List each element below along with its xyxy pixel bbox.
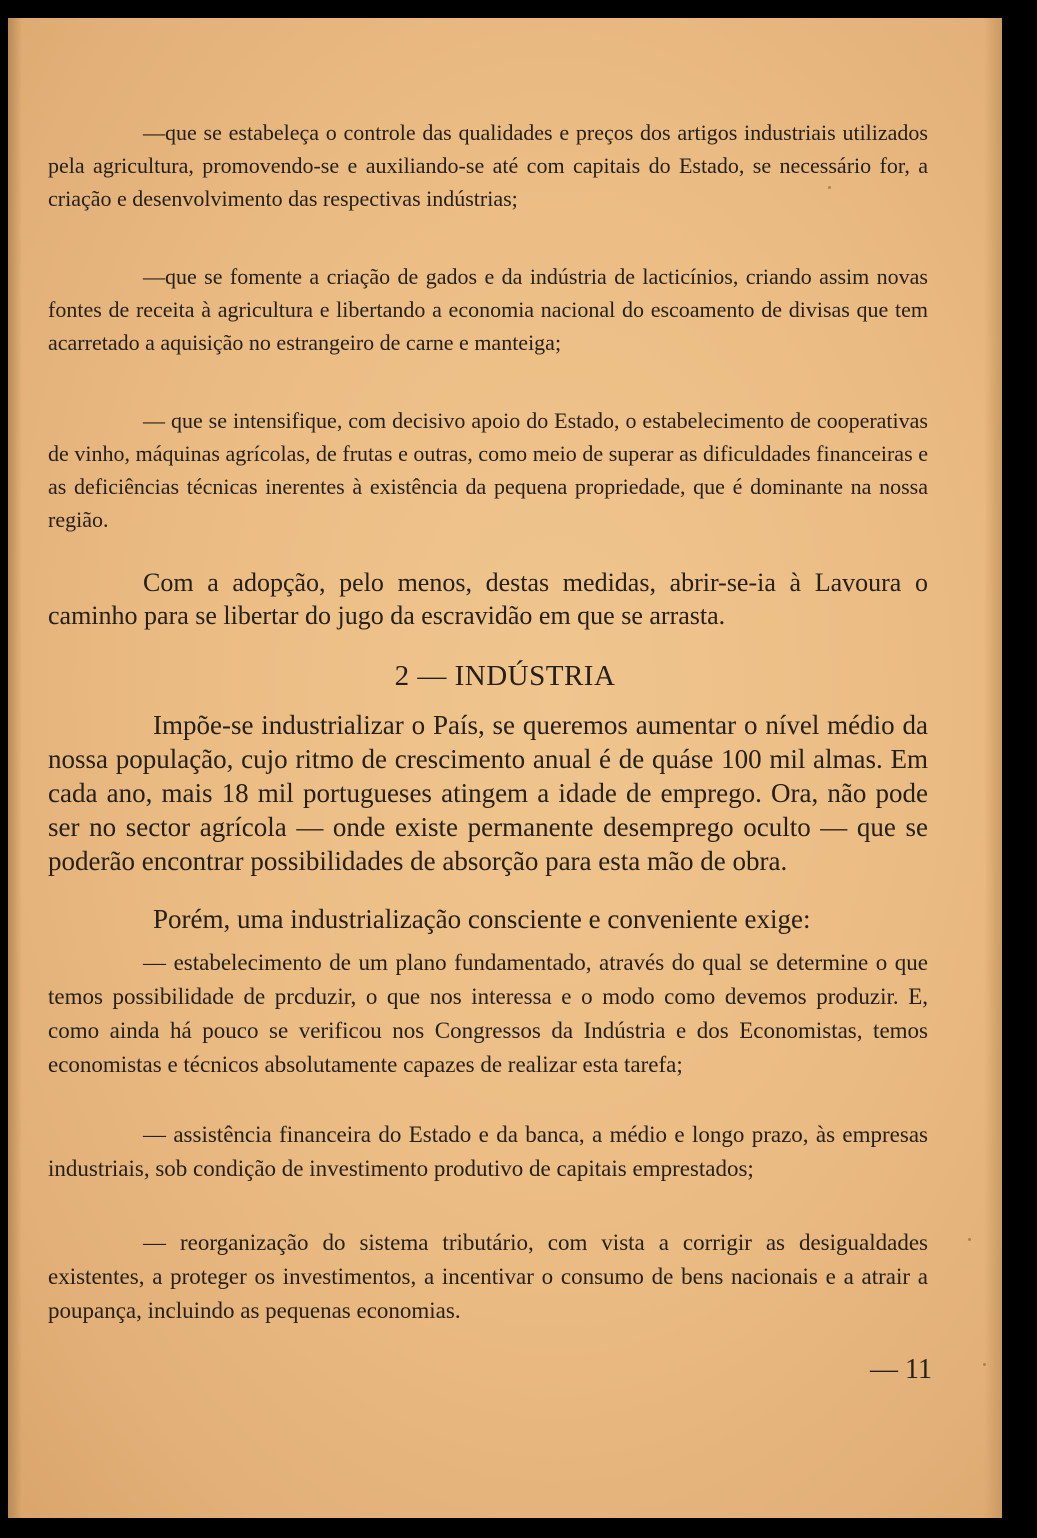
paragraph-plan: — estabelecimento de um plano fundamentado, através do qual se determine o que temos possibilidade de prcduzir, o que nos interessa e o modo como devemos produzir. E, como ainda há pouco se verificou nos Congressos da Indústria e dos Economistas, temos economistas e técnicos absolutamente capazes de realizar esta tarefa;	[48, 950, 928, 1077]
paragraph-industrialize: Impõe-se industrializar o País, se queremos aumentar o nível médio da nossa população, cujo ritmo de crescimento anual é de quáse 100 mil almas. Em cada ano, mais 18 mil portugueses atingem a idade de emprego. Ora, não pode ser no sector agrícola — onde existe permanente desemprego oculto — que se poderão encontrar possibilidades de absorção para esta mão de obra.	[48, 710, 928, 876]
page-number: — 11	[870, 1354, 932, 1385]
paragraph-conclusion: Com a adopção, pelo menos, destas medidas, abrir-se-ia à Lavoura o caminho para se libertar do jugo da escravidão em que se arrasta.	[48, 568, 928, 630]
paragraph-tax-reform: — reorganização do sistema tributário, com vista a corrigir as desigualdades existentes, a proteger os investimentos, a incentivar o consumo de bens nacionais e a atrair a poupança, incluindo as pequenas economias.	[48, 1230, 928, 1323]
paragraph-requirements-intro: Porém, uma industrialização consciente e conveniente exige:	[153, 904, 811, 934]
paper-speck	[983, 1363, 986, 1366]
paper-speck	[968, 1238, 971, 1241]
paragraph-quality-control: —que se estabeleça o controle das qualidades e preços dos artigos industriais utilizados pela agricultura, promovendo-se e auxiliando-se até com capitais do Estado, se necessário for, a criação e desenvolvimento das respectivas indústrias;	[48, 120, 928, 211]
book-page	[8, 18, 1002, 1518]
section-heading: 2 — INDÚSTRIA	[394, 660, 616, 692]
paragraph-livestock: —que se fomente a criação de gados e da indústria de lacticínios, criando assim novas fontes de receita à agricultura e libertando a economia nacional do escoamento de divisas que tem acarretado a aquisição no estrangeiro de carne e manteiga;	[48, 264, 928, 355]
paragraph-cooperatives: — que se intensifique, com decisivo apoio do Estado, o estabelecimento de cooperativas de vinho, máquinas agrícolas, de frutas e outras, como meio de superar as dificuldades financeiras e as deficiências técnicas inerentes à existência da pequena propriedade, que é dominante na nossa região.	[48, 408, 928, 532]
paragraph-financial-assistance: — assistência financeira do Estado e da banca, a médio e longo prazo, às empresas industriais, sob condição de investimento produtivo de capitais emprestados;	[48, 1122, 928, 1181]
paper-speck	[828, 186, 831, 189]
